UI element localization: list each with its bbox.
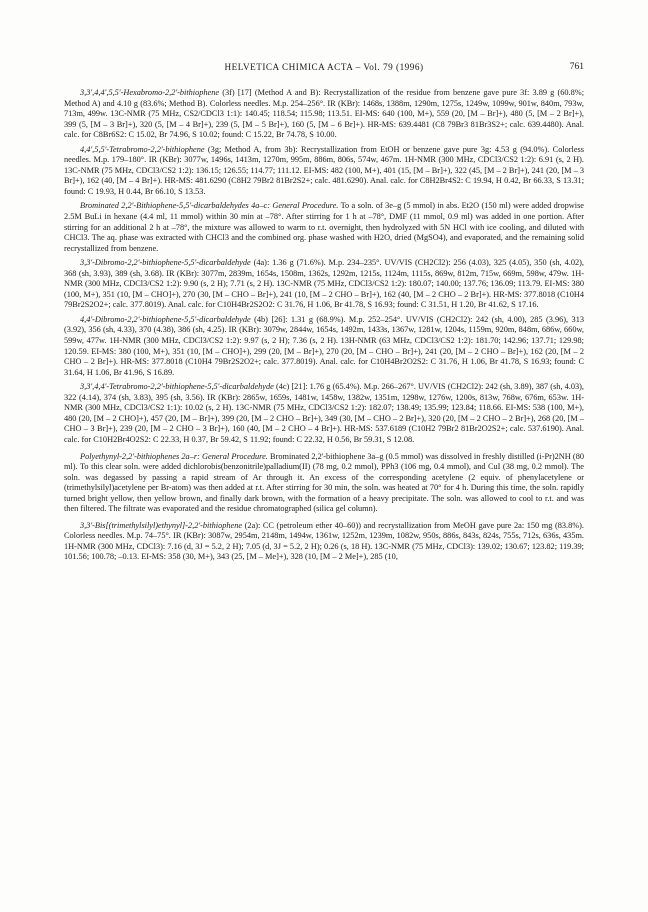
running-header: [64, 62, 584, 76]
experimental-section: [64, 88, 584, 900]
procedure-paragraph: [64, 201, 584, 254]
compound-description: (2a): CC (petroleum ether 40–60)) and recrystallization from MeOH gave pure 2a: 150 mg (83.8%). Colorless needles. M.p. 74–75°. IR (KBr): 3087w, 2954m, 2148m, 1494w, 1361w, 1252m, 1239m, 1082w, 950s, 886s, 843s, 824s, 755s, 712s, 636s, 435m. 1H-NMR (300 MHz, CDCl3): 7.16 (d, 3J = 5.2, 2 H); 7.05 (d, 3J = 5.2, 2 H); 0.26 (s, 18 H). 13C-NMR (75 MHz, CDCl3): 139.02; 130.67; 123.82; 119.39; 101.56; 100.78; –0.13. EI-MS: 358 (30, M+), 343 (25, [M – Me]+), 328 (10, [M – 2 Me]+), 285 (10,: [64, 520, 584, 562]
compound-description: (3f) [17] (Method A and B): Recrystallization of the residue from benzene gave pure 3f: 3.89 g (60.8%; Method A) and 4.10 g (83.6%; Method B). Colorless needles. M.p. 254–256°. IR (KBr): 1468s, 1388m, 1290m, 1275s, 1249w, 1099w, 901w, 840m, 793w, 713m, 499w. 13C-NMR (75 MHz, CS2/CDCl3 1:1): 140.45; 118.54; 115.98; 113.51. EI-MS: 640 (100, M+), 559 (20, [M – Br]+), 480 (5, [M – 2 Br]+), 399 (5, [M – 3 Br]+), 320 (5, [M – 4 Br]+), 239 (5, [M – 5 Br]+), 160 (5, [M – 6 Br]+). HR-MS: 639.4481 (C8 79Br3 81Br3S2+; calc. 639.4480). Anal. calc. for C8Br6S2: C 15.02, Br 74.96, S 10.02; found: C 15.22, Br 74.78, S 10.00.: [64, 88, 584, 140]
procedure-description: Brominated 2,2'-bithiophene 3a–g (0.5 mmol) was dissolved in freshly distilled (i-Pr)2NH (80 ml). To this clear soln. were added dichlorobis(benzonitrile)palladium(II) (78 mg, 0.2 mmol), PPh3 (106 mg, 0.4 mmol), and CuI (38 mg, 0.2 mmol). The soln. was degassed by passing a rapid stream of Ar through it. An excess of the corresponding acetylene (2 equiv. of phenylacetylene or (trimethylsilyl)acetylene per Br-atom) was then added at r.t. After stirring for 30 min, the soln. was heated at 70° for 4 h. During this time, the soln. rapidly turned bright yellow, then yellow brown, and finally dark brown, with the formation of a heavy precipitate. The soln. was allowed to cool to r.t. and was then filtered. The filtrate was evaporated and the residue chromatographed (silica gel column).: [64, 451, 584, 514]
compound-title: 3,3',4,4',5,5'-Hexabromo-2,2'-bithiophene: [80, 88, 220, 97]
compound-title: 3,3',4,4'-Tetrabromo-2,2'-bithiophene-5,5'-dicarbaldehyde: [80, 382, 274, 392]
compound-title: 3,3'-Dibromo-2,2'-bithiophene-5,5'-dicarbaldehyde: [80, 258, 251, 268]
compound-description: (4c) [21]: 1.76 g (65.4%). M.p. 266–267°. UV/VIS (CH2Cl2): 242 (sh, 3.89), 387 (sh, 4.03), 322 (4.14), 374 (sh, 3.83), 395 (sh, 3.56). IR (KBr): 2865w, 1659s, 1481w, 1458w, 1382w, 1351m, 1298w, 1276w, 1200s, 813w, 768w, 676m, 653w. 1H-NMR (300 MHz, CDCl3/CS2 1:1): 10.02 (s, 2 H). 13C-NMR (75 MHz, CDCl3/CS2 1:2): 182.07; 138.49; 135.99; 123.84; 118.66. EI-MS: 538 (100, M+), 480 (20, [M – 2 CHO]+), 457 (20, [M – Br]+), 399 (20, [M – 2 CHO – Br]+), 349 (30, [M – CHO – 2 Br]+), 320 (20, [M – 2 CHO – 2 Br]+), 268 (20, [M – CHO – 3 Br]+), 239 (20, [M – 2 CHO – 3 Br]+), 160 (40, [M – 2 CHO – 4 Br]+). HR-MS: 537.6189 (C10H2 79Br2 81Br2O2S2+; calc. 537.6190). Anal. calc. for C10H2Br4O2S2: C 22.33, H 0.37, Br 59.42, S 11.92; found: C 22.32, H 0.56, Br 59.31, S 12.08.: [64, 382, 584, 444]
compound-description: (3g; Method A, from 3b): Recrystallization from EtOH or benzene gave pure 3g: 4.53 g (94.0%). Colorless needles. M.p. 179–180°. IR (KBr): 3077w, 1496s, 1413m, 1270m, 995m, 886m, 806s, 574w, 467m. 1H-NMR (300 MHz, CDCl3/CS2 1:2): 6.91 (s, 2 H). 13C-NMR (75 MHz, CDCl3/CS2 1:2): 136.15; 126.55; 114.77; 111.12. EI-MS: 482 (100, M+), 401 (15, [M – Br]+), 322 (45, [M – 2 Br]+), 241 (20, [M – 3 Br]+), 162 (40, [M – 4 Br]+). HR-MS: 481.6290 (C8H2 79Br2 81Br2S2+; calc. 481.6290). Anal. calc. for C8H2Br4S2: C 19.94, H 0.42, Br 66.33, S 13.31; found: C 19.93, H 0.44, Br 66.10, S 13.53.: [64, 144, 584, 196]
compound-paragraph: [64, 145, 584, 198]
compound-paragraph: [64, 258, 584, 311]
compound-paragraph: [64, 88, 584, 141]
procedure-paragraph: [64, 452, 584, 515]
journal-title: HELVETICA CHIMICA ACTA – Vol. 79 (1996): [224, 62, 424, 72]
procedure-title: Polyethynyl-2,2'-bithiophenes 2a–r: General Procedure.: [80, 451, 268, 461]
procedure-description: To a soln. of 3e–g (5 mmol) in abs. Et2O (150 ml) were added dropwise 2.5M BuLi in hexane (4.4 ml, 11 mmol) within 30 min at –78°. After stirring for 1 h at –78°, DMF (11 mmol, 0.9 ml) was added in one portion. After stirring for an additional 2 h at –78°, the mixture was allowed to warm to r.t. overnight, then hydrolyzed with 5N HCl with ice cooling, and diluted with CHCl3. The aq. phase was extracted with CHCl3 and the combined org. phase washed with H2O, dried (MgSO4), and evaporated, and the remaining solid recrystallized from benzene.: [64, 201, 584, 253]
compound-description: (4a): 1.36 g (71.6%). M.p. 234–235°. UV/VIS (CH2Cl2): 256 (4.03), 325 (4.05), 350 (sh, 4.02), 368 (sh, 3.93), 389 (sh, 3.68). IR (KBr): 3077m, 2839m, 1654s, 1508m, 1362s, 1292m, 1215s, 1124m, 1115s, 869w, 812m, 715w, 669m, 598w, 479w. 1H-NMR (300 MHz, CDCl3/CS2 1:2): 9.90 (s, 2 H); 7.71 (s, 2 H). 13C-NMR (75 MHz, CDCl3/CS2 1:2): 180.07; 140.00; 137.76; 136.09; 113.79. EI-MS: 380 (100, M+), 351 (10, [M – CHO]+), 270 (30, [M – CHO – Br]+), 241 (10, [M – 2 CHO – Br]+), 162 (40, [M – 2 CHO – 2 Br]+). HR-MS: 377.8018 (C10H4 79Br2S2O2+; calc. 377.8019). Anal. calc. for C10H4Br2S2O2: C 31.76, H 1.06, Br 41.78, S 16.93; found: C 31.51, H 1.20, Br 41.62, S 17.16.: [64, 258, 584, 310]
compound-title: 3,3'-Bis[(trimethylsilyl)ethynyl]-2,2'-bithiophene: [80, 520, 243, 530]
procedure-title: Brominated 2,2'-Bithiophene-5,5'-dicarbaldehydes 4a–c: General Procedure.: [80, 201, 339, 211]
compound-paragraph: [64, 521, 584, 563]
compound-title: 4,4'-Dibromo-2,2'-bithiophene-5,5'-dicarbaldehyde: [80, 314, 251, 324]
compound-paragraph: [64, 315, 584, 378]
page-number: 761: [569, 62, 584, 72]
compound-title: 4,4',5,5'-Tetrabromo-2,2'-bithiophene: [80, 144, 205, 154]
compound-paragraph: [64, 382, 584, 445]
compound-description: (4b) [26]: 1.31 g (68.9%). M.p. 252–254°. UV/VIS (CH2Cl2): 242 (sh, 4.00), 285 (3.96), 313 (3.92), 356 (sh, 4.33), 370 (4.38), 386 (sh, 4.25). IR (KBr): 3079w, 2844w, 1654s, 1492m, 1433s, 1367w, 1281w, 1204s, 1159m, 920m, 848m, 686w, 660w, 599w, 477w. 1H-NMR (300 MHz, CDCl3/CS2 1:2): 9.97 (s, 2 H); 7.36 (s, 2 H). 13H-NMR (63 MHz, CDCl3/CS2 1:2): 181.70; 142.96; 137.71; 129.98; 120.59. EI-MS: 380 (100, M+), 351 (10, [M – CHO]+), 299 (20, [M – Br]+), 270 (20, [M – CHO – Br]+), 241 (20, [M – 2 CHO – Br]+), 162 (20, [M – 2 CHO – 2 Br]+). HR-MS: 377.8018 (C10H4 79Br2S2O2+; calc. 377.8019). Anal. calc. for C10H4Br2O2S2: C 31.76, H 1.06, Br 41.78, S 16.93; found: C 31.64, H 1.06, Br 41.96, S 16.89.: [64, 314, 584, 377]
